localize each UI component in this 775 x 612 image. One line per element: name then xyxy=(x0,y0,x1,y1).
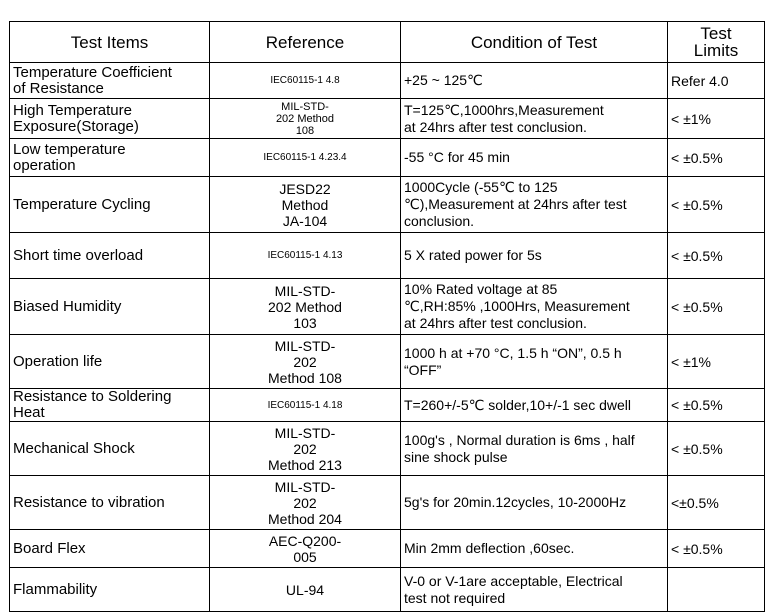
test-spec-table xyxy=(9,21,765,612)
reference-cell: MIL-STD- 202 Method 213 xyxy=(210,422,401,476)
table-row xyxy=(10,279,765,335)
reference-cell: IEC60115-1 4.8 xyxy=(210,63,401,99)
condition-cell: 1000Cycle (-55℃ to 125 ℃),Measurement at 24hrs after test conclusion. xyxy=(401,177,668,233)
condition-cell: 5 X rated power for 5s xyxy=(401,233,668,279)
reference-cell: MIL-STD- 202 Method 108 xyxy=(210,335,401,389)
condition-cell: 5g's for 20min.12cycles, 10-2000Hz xyxy=(401,476,668,530)
header-reference: Reference xyxy=(210,22,401,63)
reference-cell: IEC60115-1 4.13 xyxy=(210,233,401,279)
test-item-cell: Operation life xyxy=(10,335,210,389)
table-row xyxy=(10,335,765,389)
test-item-cell: Short time overload xyxy=(10,233,210,279)
condition-cell: 100g's , Normal duration is 6ms , half sine shock pulse xyxy=(401,422,668,476)
table-row xyxy=(10,63,765,99)
test-item-cell: Temperature Cycling xyxy=(10,177,210,233)
limit-cell: < ±0.5% xyxy=(668,389,765,422)
limit-cell: < ±0.5% xyxy=(668,177,765,233)
test-item-cell: Low temperature operation xyxy=(10,139,210,177)
test-item-cell: Temperature Coefficient of Resistance xyxy=(10,63,210,99)
limit-cell: < ±1% xyxy=(668,99,765,139)
header-row xyxy=(10,22,765,63)
table-row xyxy=(10,233,765,279)
condition-cell: T=260+/-5℃ solder,10+/-1 sec dwell xyxy=(401,389,668,422)
reference-cell: IEC60115-1 4.23.4 xyxy=(210,139,401,177)
table-row xyxy=(10,568,765,612)
limit-cell: Refer 4.0 xyxy=(668,63,765,99)
limit-cell: < ±0.5% xyxy=(668,530,765,568)
condition-cell: -55 °C for 45 min xyxy=(401,139,668,177)
reference-cell: MIL-STD- 202 Method 108 xyxy=(210,99,401,139)
limit-cell: < ±0.5% xyxy=(668,279,765,335)
table-row xyxy=(10,389,765,422)
limit-cell: < ±0.5% xyxy=(668,139,765,177)
test-item-cell: High Temperature Exposure(Storage) xyxy=(10,99,210,139)
table-row xyxy=(10,139,765,177)
header-condition: Condition of Test xyxy=(401,22,668,63)
limit-cell xyxy=(668,568,765,612)
condition-cell: 10% Rated voltage at 85 ℃,RH:85% ,1000Hrs, Measurement at 24hrs after test conclusion. xyxy=(401,279,668,335)
condition-cell: Min 2mm deflection ,60sec. xyxy=(401,530,668,568)
limit-cell: < ±1% xyxy=(668,335,765,389)
test-item-cell: Board Flex xyxy=(10,530,210,568)
table-row xyxy=(10,99,765,139)
test-item-cell: Mechanical Shock xyxy=(10,422,210,476)
reference-cell: IEC60115-1 4.18 xyxy=(210,389,401,422)
limit-cell: < ±0.5% xyxy=(668,233,765,279)
condition-cell: T=125℃,1000hrs,Measurement at 24hrs after test conclusion. xyxy=(401,99,668,139)
test-item-cell: Flammability xyxy=(10,568,210,612)
limit-cell: <±0.5% xyxy=(668,476,765,530)
condition-cell: +25 ~ 125℃ xyxy=(401,63,668,99)
reference-cell: MIL-STD- 202 Method 103 xyxy=(210,279,401,335)
table-row xyxy=(10,476,765,530)
table-row xyxy=(10,422,765,476)
test-item-cell: Resistance to Soldering Heat xyxy=(10,389,210,422)
test-item-cell: Resistance to vibration xyxy=(10,476,210,530)
reference-cell: MIL-STD- 202 Method 204 xyxy=(210,476,401,530)
reference-cell: UL-94 xyxy=(210,568,401,612)
reference-cell: JESD22 Method JA-104 xyxy=(210,177,401,233)
limit-cell: < ±0.5% xyxy=(668,422,765,476)
test-item-cell: Biased Humidity xyxy=(10,279,210,335)
condition-cell: 1000 h at +70 °C, 1.5 h “ON”, 0.5 h “OFF” xyxy=(401,335,668,389)
reference-cell: AEC-Q200- 005 xyxy=(210,530,401,568)
table-row xyxy=(10,177,765,233)
header-test-items: Test Items xyxy=(10,22,210,63)
header-test-limits: Test Limits xyxy=(668,22,765,63)
condition-cell: V-0 or V-1are acceptable, Electrical test not required xyxy=(401,568,668,612)
table-row xyxy=(10,530,765,568)
